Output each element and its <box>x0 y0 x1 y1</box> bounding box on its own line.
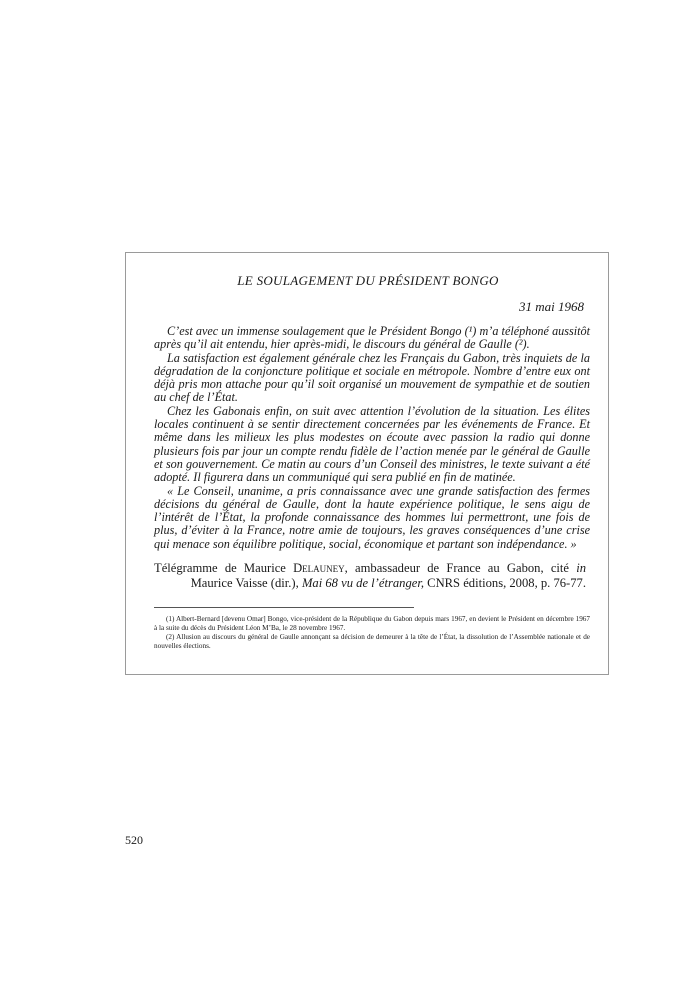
footnote: (1) Albert-Bernard [devenu Omar] Bongo, vice-président de la République du Gabon depuis mars 1967, en devient le Président en décembre 1967 à la suite du décès du Président Léon M’Ba, le 28 novembre 1967. <box>154 615 590 632</box>
document-body <box>154 325 590 551</box>
source-citation <box>154 561 586 591</box>
source-author-surname: Delauney <box>293 561 345 575</box>
body-paragraph: C’est avec un immense soulagement que le Président Bongo (¹) m’a téléphoné aussitôt après qu’il ait entendu, hier après-midi, le discours du général de Gaulle (²). <box>154 324 590 352</box>
footnote: (2) Allusion au discours du général de Gaulle annonçant sa décision de demeurer à la tête de l’État, la dissolution de l’Assemblée nationale et de nouvelles élections. <box>154 633 590 650</box>
document-title: LE SOULAGEMENT DU PRÉSIDENT BONGO <box>237 273 499 288</box>
page-number: 520 <box>125 833 143 847</box>
footnote-divider <box>154 607 414 608</box>
document-date: 31 mai 1968 <box>519 299 584 314</box>
body-paragraph: « Le Conseil, unanime, a pris connaissance avec une grande satisfaction des fermes décisions du général de Gaulle, dont la haute expérience politique, le sens aigu de l’intérêt de l’État, la profonde connaissance des hommes lui permettront, une fois de plus, d’éviter à la France, notre amie de toujours, les graves conséquences d’une crise qui menace son équilibre politique, social, économique et partant son indépendance. » <box>154 483 590 551</box>
source-publisher: CNRS éditions, 2008, p. 76-77. <box>424 576 586 590</box>
document-box <box>125 252 609 675</box>
body-paragraph: Chez les Gabonais enfin, on suit avec attention l’évolution de la situation. Les élites locales continuent à se sentir directement concernées par les événements de France. Et même dans les milieux les plus modestes on écoute avec passion la radio qui donne plusieurs fois par jour un compte rendu fidèle de l’action menée par le général de Gaulle et son gouvernement. Ce matin au cours d’un Conseil des ministres, le texte suivant a été adopté. Il figurera dans un communiqué qui sera publié en fin de matinée. <box>154 403 590 485</box>
footnotes <box>154 615 590 651</box>
source-book-title: Mai 68 vu de l’étranger, <box>301 576 425 590</box>
source-middle: , ambassadeur de France au Gabon, cité <box>344 561 577 575</box>
source-editor: Maurice Vaisse (dir.), <box>190 576 302 590</box>
body-paragraph: La satisfaction est également générale chez les Français du Gabon, très inquiets de la dégradation de la conjoncture politique et sociale en métropole. Nombre d’entre eux ont déjà pris mon attache pour qu’il soit organisé un mouvement de sympathie et de soutien au chef de l’État. <box>154 350 590 405</box>
source-prefix: Télégramme de Maurice <box>154 561 294 575</box>
source-in-word: in <box>576 561 586 575</box>
